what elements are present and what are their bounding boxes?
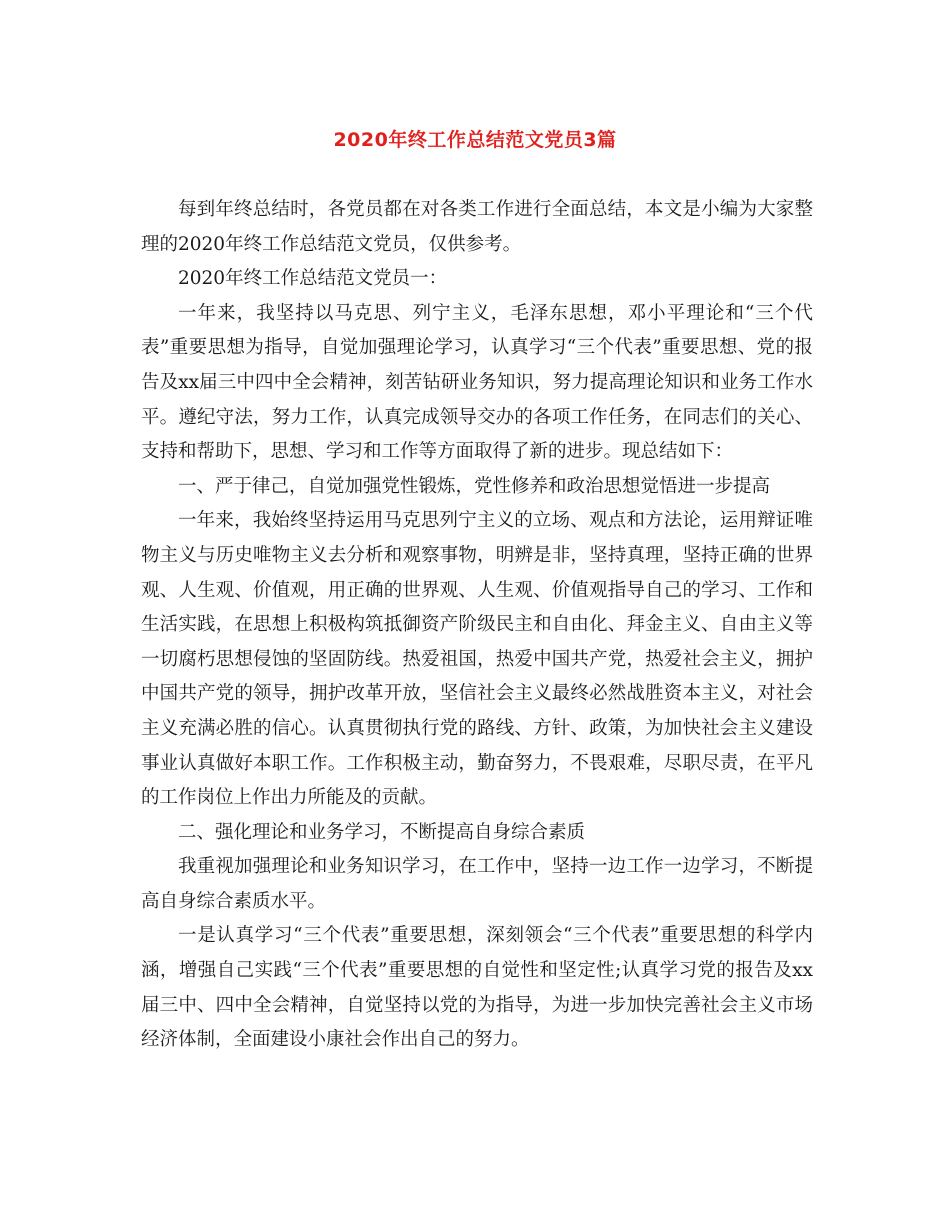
paragraph-heading-two: 二、强化理论和业务学习，不断提高自身综合素质 <box>178 821 586 843</box>
document-body <box>141 193 813 1058</box>
paragraph-ideology: 一年来，我始终坚持运用马克思列宁主义的立场、观点和方法论，运用辩证唯物主义与历史唯物主义去分析和观察事物，明辨是非，坚持真理，坚持正确的世界观、人生观、价值观，用正确的世界观、人生观、价值观指导自己的学习、工作和生活实践，在思想上积极构筑抵御资产阶级民主和自由化、拜金主义、自由主义等一切腐朽思想侵蚀的坚固防线。热爱祖国，热爱中国共产党，热爱社会主义，拥护中国共产党的领导，拥护改革开放，坚信社会主义最终必然战胜资本主义，对社会主义充满必胜的信心。认真贯彻执行党的路线、方针、政策，为加快社会主义建设事业认真做好本职工作。工作积极主动，勤奋努力，不畏艰难，尽职尽责，在平凡的工作岗位上作出力所能及的贡献。 <box>141 510 813 809</box>
paragraph-intro: 每到年终总结时，各党员都在对各类工作进行全面总结，本文是小编为大家整理的2020年终工作总结范文党员，仅供参考。 <box>141 199 813 255</box>
paragraph-overview: 一年来，我坚持以马克思、列宁主义，毛泽东思想，邓小平理论和“三个代表”重要思想为指导，自觉加强理论学习，认真学习“三个代表”重要思想、党的报告及xx届三中四中全会精神，刻苦钻研业务知识，努力提高理论知识和业务工作水平。遵纪守法，努力工作，认真完成领导交办的各项工作任务，在同志们的关心、支持和帮助下，思想、学习和工作等方面取得了新的进步。现总结如下： <box>141 302 813 463</box>
paragraph-study: 我重视加强理论和业务知识学习，在工作中，坚持一边工作一边学习，不断提高自身综合素质水平。 <box>141 856 813 912</box>
paragraph-section-heading: 2020年终工作总结范文党员一： <box>178 268 448 290</box>
document-title: 2020年终工作总结范文党员3篇 <box>333 129 617 151</box>
paragraph-study-first: 一是认真学习“三个代表”重要思想，深刻领会“三个代表”重要思想的科学内涵，增强自己实践“三个代表”重要思想的自觉性和坚定性;认真学习党的报告及xx届三中、四中全会精神，自觉坚持以党的为指导，为进一步加快完善社会主义市场经济体制，全面建设小康社会作出自己的努力。 <box>141 925 813 1051</box>
paragraph-heading-one: 一、严于律己，自觉加强党性锻炼，党性修养和政治思想觉悟进一步提高 <box>178 475 771 497</box>
